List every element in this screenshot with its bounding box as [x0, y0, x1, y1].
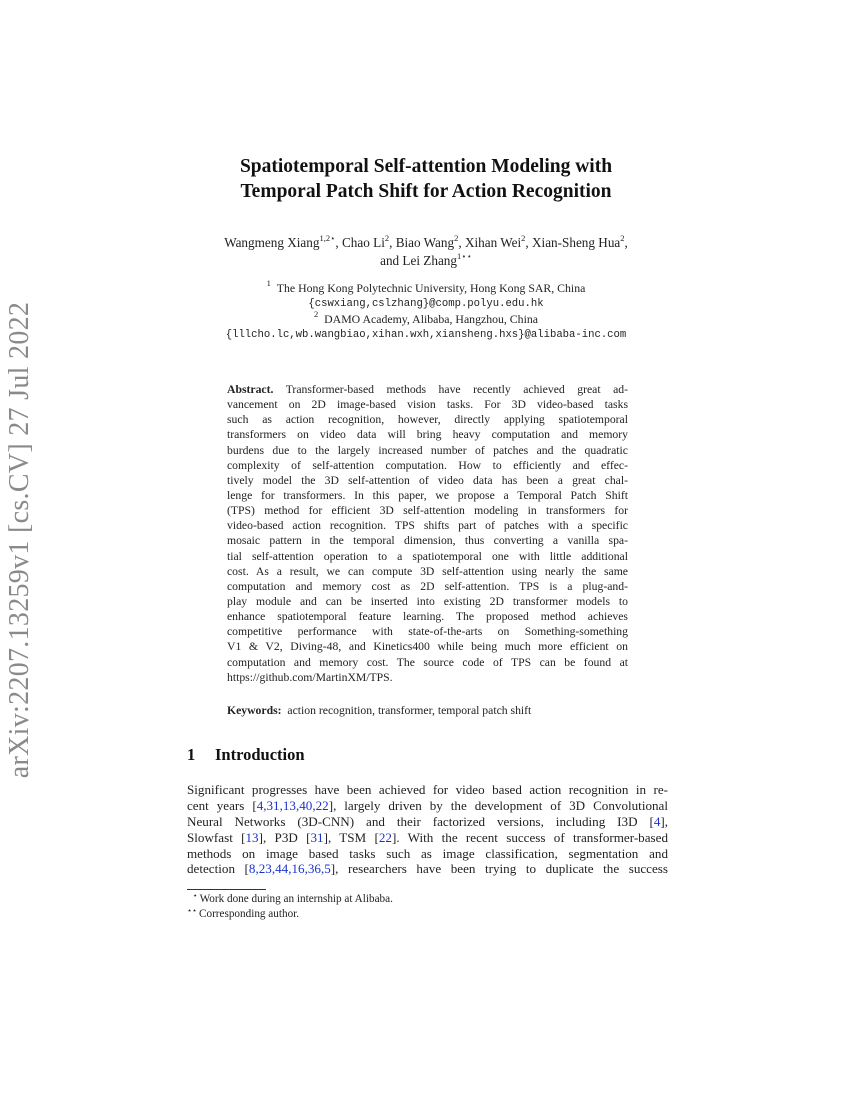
abstract: [227, 382, 628, 685]
keywords-text: action recognition, transformer, temporal patch shift: [287, 704, 532, 717]
footnote-1: ⋆ Work done during an internship at Alibaba.: [192, 891, 393, 905]
abstract-line: computation and memory cost. The source code of TPS can be found at: [227, 655, 628, 669]
citation-link[interactable]: 13: [245, 829, 259, 845]
author-name: Biao Wang: [395, 235, 455, 250]
footnote-mark: ⋆⋆: [187, 906, 198, 915]
abstract-line: burdens due to the largely increased number of patches and the quadratic: [227, 443, 628, 457]
abstract-line: lenge for transformers. In this paper, we propose a Temporal Patch Shift: [227, 488, 628, 502]
affiliations: [150, 278, 702, 343]
abstract-line: video-based action recognition. TPS shifts part of patches with a specific: [227, 519, 628, 533]
abstract-line: transformers on video data will bring heavy computation and memory: [227, 428, 628, 442]
abstract-url-line: https://github.com/MartinXM/TPS.: [227, 670, 393, 684]
section-number: 1: [187, 745, 196, 764]
footnote-rule: [187, 889, 266, 890]
body-line: Neural Networks (3D-CNN) and their factorized versions, including I3D [4],: [187, 813, 668, 829]
author-affil-mark: 2: [521, 232, 526, 243]
body-line: Significant progresses have been achieved for video based action recognition in re-: [187, 782, 668, 797]
affiliation-2-email: {lllcho.lc,wb.wangbiao,xihan.wxh,xiansheng.hxs}@alibaba-inc.com: [225, 328, 627, 341]
arxiv-stamp-text: arXiv:2207.13259v1 [cs.CV] 27 Jul 2022: [4, 301, 35, 779]
author-affil-mark: 2: [454, 232, 459, 243]
author-affil-mark: 2: [384, 232, 390, 243]
author-line-2: [150, 252, 702, 270]
abstract-line: such as action recognition, however, directly applying spatiotemporal: [227, 413, 628, 427]
author-affil-mark: 1,2⋆: [319, 232, 336, 243]
abstract-line: enhance spatiotemporal feature learning. The proposed method achieves: [227, 610, 628, 624]
citation-link[interactable]: 4,31,13,40,22: [256, 797, 329, 813]
abstract-line: play module and can be inserted into existing 2D transformer models to: [227, 594, 628, 608]
keywords-label: Keywords:: [227, 704, 282, 717]
citation-link[interactable]: 4: [653, 813, 661, 829]
author-name: Wangmeng Xiang: [224, 235, 320, 250]
body-line: cent years [4,31,13,40,22], largely driven by the development of 3D Convolutional: [187, 797, 668, 813]
abstract-line: vancement on 2D image-based vision tasks. For 3D video-based tasks: [227, 398, 628, 412]
affiliation-1: $^1$ The Hong Kong Polytechnic University, Hong Kong SAR, China: [266, 278, 586, 295]
footnote-mark: ⋆: [192, 891, 198, 900]
citation-link[interactable]: 22: [378, 829, 392, 845]
body-line: Slowfast [13], P3D [31], TSM [22]. With the recent success of transformer-based: [187, 829, 668, 845]
abstract-line: cost. As a result, we can compute 3D self-attention using nearly the same: [227, 564, 628, 578]
citation-link[interactable]: 8,23,44,16,36,5: [248, 861, 331, 877]
author-name: Xihan Wei: [464, 235, 522, 250]
abstract-line: computation and memory cost as 2D self-attention. TPS is a plug-and-: [227, 579, 628, 593]
citation-link[interactable]: 31: [310, 829, 324, 845]
introduction-body: [187, 782, 668, 877]
abstract-label: Abstract.: [227, 383, 274, 396]
author-name: Xian-Sheng Hua: [532, 235, 621, 250]
abstract-line: V1 & V2, Diving-48, and Kinetics400 while being much more efficient on: [227, 640, 628, 654]
author-name: and Lei Zhang: [380, 253, 457, 268]
footnote-2: ⋆⋆ Corresponding author.: [187, 906, 300, 920]
abstract-line: complexity of self-attention computation. How to efficiently and effec-: [227, 458, 628, 472]
author-line-1: Wangmeng Xiang$^{1,2⋆}$, Chao Li$^2$, Biao Wang$^2$, Xihan Wei$^2$, Xian-Sheng Hua$^2$,: [224, 232, 628, 250]
body-line: detection [8,23,44,16,36,5], researchers have been trying to duplicate the success: [187, 861, 668, 877]
keywords: [227, 703, 628, 718]
section-heading-introduction: [187, 745, 305, 765]
abstract-line: mosaic pattern in the temporal dimension, thus converting a vanilla spa-: [227, 534, 628, 548]
author-affil-mark: 1⋆⋆: [457, 250, 472, 261]
title-line-2: Temporal Patch Shift for Action Recognition: [240, 181, 612, 202]
author-affil-mark: 2: [620, 232, 625, 243]
affiliation-2: $^2$ DAMO Academy, Alibaba, Hangzhou, China: [314, 309, 538, 327]
title-line-1: Spatiotemporal Self-attention Modeling with: [239, 156, 613, 177]
section-title: Introduction: [215, 745, 305, 764]
author-list: [150, 234, 702, 270]
abstract-line: tively model the 3D self-attention of video data has been a great chal-: [227, 473, 628, 487]
body-line: methods on image based tasks such as image classification, segmentation and: [187, 845, 668, 861]
paper-title: [150, 154, 702, 204]
footnotes: [187, 892, 393, 922]
abstract-line: Abstract. Transformer-based methods have recently achieved great ad-: [227, 383, 628, 396]
abstract-line: (TPS) method for efficient 3D self-attention modeling in transformers for: [227, 504, 628, 518]
author-name: Chao Li: [342, 235, 385, 250]
affiliation-1-email: {cswxiang,cslzhang}@comp.polyu.edu.hk: [308, 297, 544, 310]
abstract-line: competitive performance with state-of-the-arts on Something-something: [227, 625, 628, 639]
abstract-line: tial self-attention operation to a spatiotemporal one with little additional: [227, 549, 628, 563]
